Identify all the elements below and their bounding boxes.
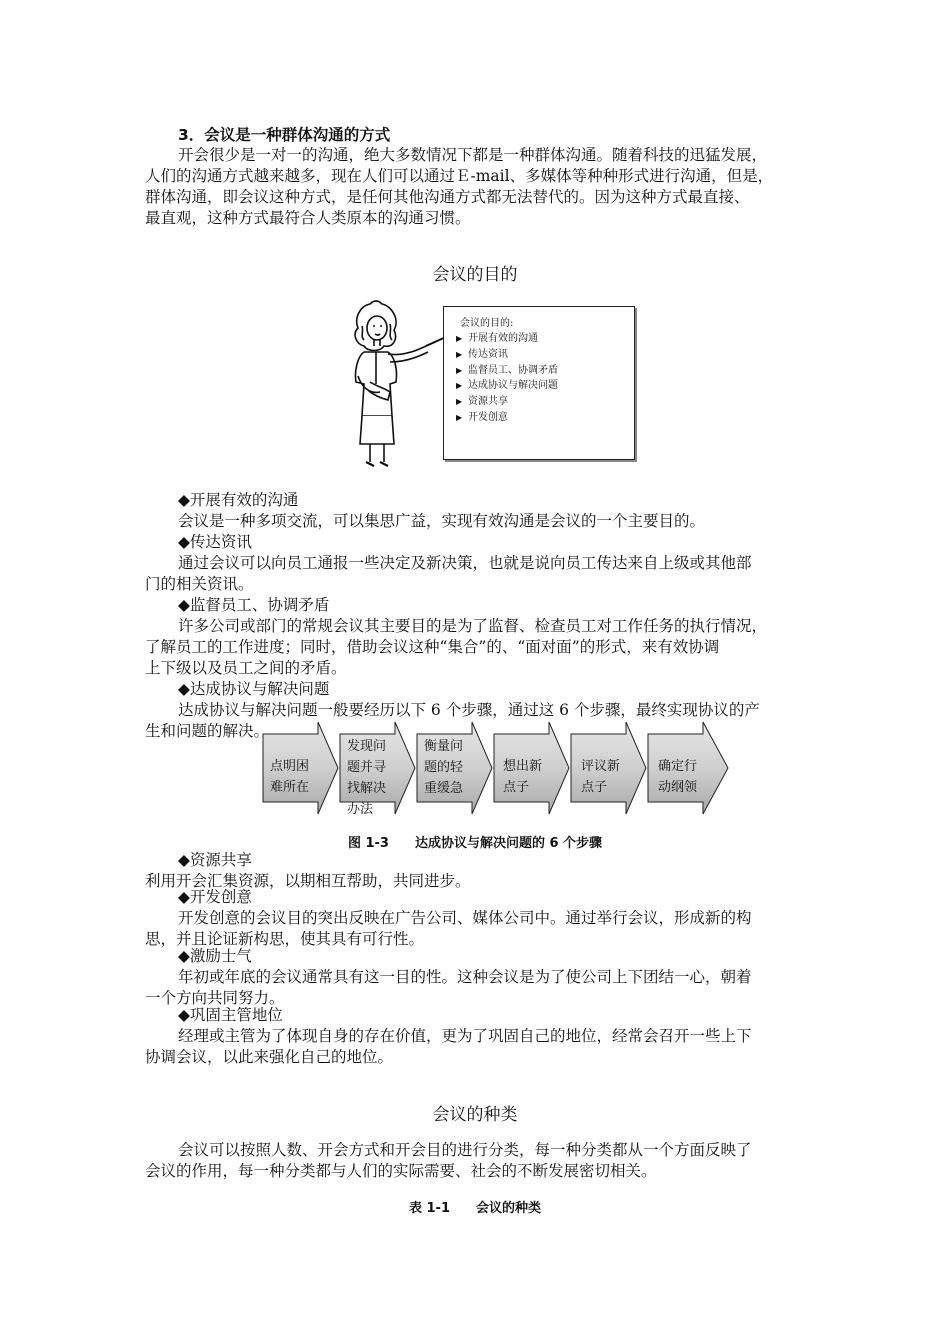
- arrow-bullet-icon: ▶: [456, 412, 463, 422]
- bullet-heading: ◆监督员工、协调矛盾: [178, 596, 330, 614]
- text-line: 最直观，这种方式最符合人类原本的沟通习惯。: [145, 209, 471, 227]
- text-line: 会议可以按照人数、开会方式和开会目的进行分类，每一种分类都从一个方面反映了: [178, 1141, 752, 1159]
- text-line: 开发创意的会议目的突出反映在广告公司、媒体公司中。通过举行会议，形成新的构: [178, 909, 752, 927]
- section3-paragraph: [145, 145, 805, 229]
- text-line: 达成协议与解决问题一般要经历以下 6 个步骤，通过这 6 个步骤，最终实现协议的产: [178, 701, 760, 719]
- types-title: 会议的种类: [432, 1105, 518, 1125]
- table-caption: 表 1-1 会议的种类: [408, 1201, 541, 1216]
- slide-list: [456, 331, 558, 426]
- text-line: 年初或年底的会议通常具有这一目的性。这种会议是为了使公司上下团结一心，朝着: [178, 968, 752, 986]
- bullet-heading: ◆传达资讯: [178, 533, 252, 551]
- slide-item: ▶ 达成协议与解决问题: [456, 378, 558, 394]
- text-line: 群体沟通，即会议这种方式，是任何其他沟通方式都无法替代的。因为这种方式最直接、: [145, 188, 750, 206]
- slide-item: ▶ 监督员工、协调矛盾: [456, 363, 558, 379]
- arrow-bullet-icon: ▶: [456, 349, 463, 359]
- types-paragraph: [145, 1140, 805, 1182]
- bullet-heading: ◆激励士气: [178, 947, 252, 965]
- text-line: 生和问题的解决。: [145, 722, 270, 740]
- text-line: 了解员工的工作进度；同时，借助会议这种“集合”的、“面对面”的形式，来有效协调: [145, 638, 720, 656]
- step-label: 想出新 点子: [503, 759, 543, 795]
- step-label: 评议新 点子: [581, 759, 621, 795]
- bullet-heading: ◆开发创意: [178, 888, 252, 906]
- text-line: 人们的沟通方式越来越多，现在人们可以通过Ｅ-mail、多媒体等种种形式进行沟通，但是，: [145, 167, 774, 185]
- text-line: 思，并且论证新构思，使其具有可行性。: [145, 930, 425, 948]
- bullet-heading: ◆达成协议与解决问题: [178, 680, 330, 698]
- slide-item: ▶ 开展有效的沟通: [456, 331, 558, 347]
- slide-item: ▶ 开发创意: [456, 410, 558, 426]
- figure-caption: 图 1-3 达成协议与解决问题的 6 个步骤: [347, 836, 603, 851]
- paragraph: [145, 967, 805, 1009]
- text-line: 会议是一种多项交流，可以集思广益，实现有效沟通是会议的一个主要目的。: [178, 512, 706, 530]
- text-line: 上下级以及员工之间的矛盾。: [145, 659, 347, 677]
- text-line: 会议的作用，每一种分类都与人们的实际需要、社会的不断发展密切相关。: [145, 1162, 657, 1180]
- slide-item: ▶ 资源共享: [456, 394, 558, 410]
- presenter-illustration: [340, 296, 450, 471]
- paragraph: [145, 1026, 805, 1068]
- text-line: 通过会议可以向员工通报一些决定及新决策，也就是说向员工传达来自上级或其他部: [178, 554, 752, 572]
- arrow-bullet-icon: ▶: [456, 365, 463, 375]
- purpose-title: 会议的目的: [432, 265, 518, 285]
- step-label: 点明困 难所在: [270, 759, 310, 795]
- bullet-heading: ◆资源共享: [178, 851, 252, 869]
- text-line: 许多公司或部门的常规会议其主要目的是为了监督、检查员工对工作任务的执行情况，: [178, 617, 768, 635]
- arrow-bullet-icon: ▶: [456, 334, 463, 343]
- arrow-bullet-icon: ▶: [456, 381, 463, 391]
- paragraph: [145, 553, 805, 595]
- paragraph: [145, 616, 805, 679]
- paragraph: [145, 908, 805, 950]
- bullet-heading: ◆巩固主管地位: [178, 1006, 283, 1024]
- text-line: 经理或主管为了体现自身的存在价值，更为了巩固自己的地位，经常会召开一些上下: [178, 1027, 752, 1045]
- text-line: 开会很少是一对一的沟通，绝大多数情况下都是一种群体沟通。随着科技的迅猛发展，: [178, 146, 768, 164]
- text-line: 利用开会汇集资源，以期相互帮助，共同进步。: [145, 872, 471, 890]
- bullet-heading: ◆开展有效的沟通: [178, 491, 299, 509]
- section-heading: 3．会议是一种群体沟通的方式: [178, 126, 391, 144]
- step-label: 确定行 动纲领: [658, 759, 698, 795]
- step-label: 发现问 题并寻 找解决 办法: [347, 739, 387, 817]
- paragraph: [145, 511, 805, 532]
- slide-box: [443, 306, 635, 460]
- text-line: 一个方向共同努力。: [145, 989, 285, 1007]
- text-line: 协调会议，以此来强化自己的地位。: [145, 1048, 394, 1066]
- slide-title: 会议的目的:: [460, 318, 514, 329]
- step-label: 衡量问 题的轻 重缓急: [424, 739, 464, 796]
- slide-item: ▶ 传达资讯: [456, 347, 558, 363]
- arrow-bullet-icon: ▶: [456, 397, 463, 407]
- text-line: 门的相关资讯。: [145, 575, 254, 593]
